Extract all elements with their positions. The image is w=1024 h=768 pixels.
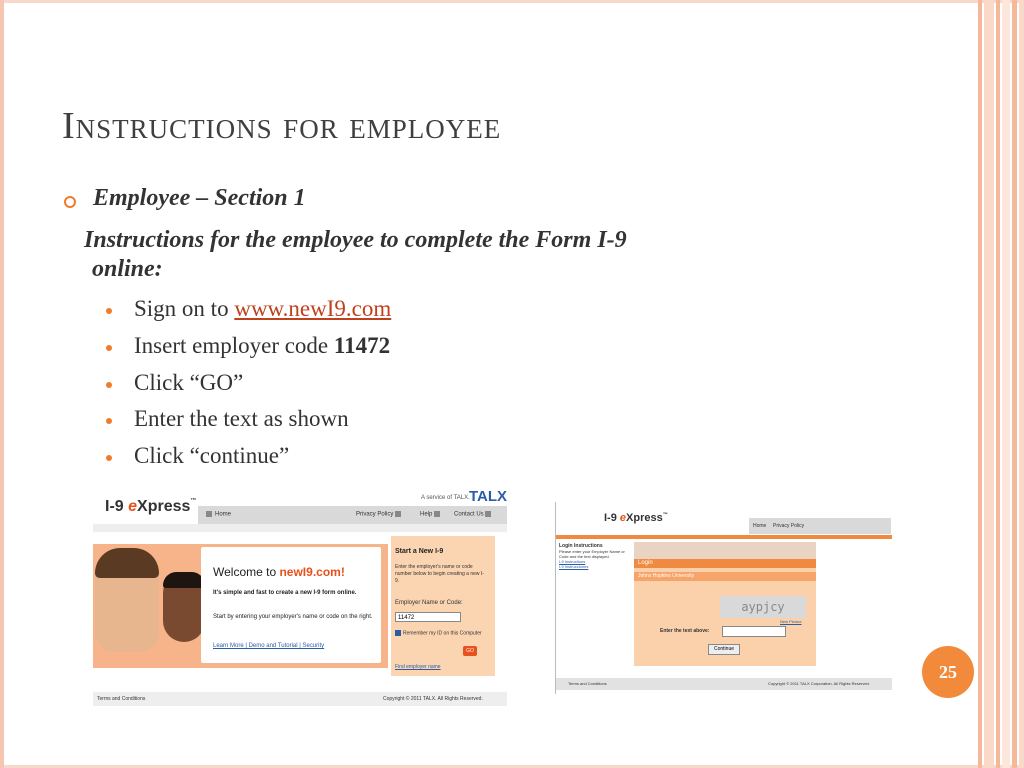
footer xyxy=(93,692,507,706)
intro-line-1: Instructions for the employee to complete the Form I-9 xyxy=(84,227,627,253)
captcha-label: Enter the text above: xyxy=(660,628,710,634)
tagline: It's simple and fast to create a new I-9 form online. xyxy=(213,590,357,596)
section-heading: Employee – Section 1 xyxy=(93,185,306,211)
login-box xyxy=(634,560,816,666)
person-photo xyxy=(163,572,205,642)
step-text: Click “GO” xyxy=(134,370,244,395)
panel-title: Start a New I-9 xyxy=(395,548,444,555)
captcha-input[interactable] xyxy=(722,626,786,637)
bullet-icon xyxy=(106,382,112,388)
bullet-icon xyxy=(106,418,112,424)
intro-text xyxy=(84,226,814,284)
nav-divider xyxy=(93,524,507,532)
step-text: Insert employer code xyxy=(134,333,334,358)
i9-express-logo: I-9 eXpress™ xyxy=(604,512,668,524)
panel-desc: Enter the employer's name or code number below to begin creating a new I-9. xyxy=(395,564,484,584)
field-label: Employer Name or Code: xyxy=(395,600,463,606)
service-text: A service of TALX. xyxy=(421,495,470,501)
terms-link[interactable]: Terms and Conditions xyxy=(568,681,607,686)
employer-code-input[interactable]: 11472 xyxy=(395,612,461,622)
decorative-stripes xyxy=(978,0,1024,768)
nav-privacy[interactable]: Privacy Policy xyxy=(773,523,805,529)
step-text: Click “continue” xyxy=(134,443,290,468)
welcome-panel xyxy=(201,547,381,663)
top-nav xyxy=(198,506,507,524)
nav-home[interactable]: Home xyxy=(206,511,231,518)
start-new-i9-panel xyxy=(391,536,495,676)
info-links[interactable]: Learn More | Demo and Tutorial | Security xyxy=(213,643,325,649)
login-header: Login xyxy=(634,559,816,568)
nav-help[interactable]: Help xyxy=(420,511,443,518)
login-screenshot xyxy=(555,502,892,694)
bullet-icon xyxy=(106,455,112,461)
frame-left xyxy=(0,0,4,768)
welcome-heading: Welcome to newI9.com! xyxy=(213,565,345,579)
intro-line-2: online: xyxy=(92,256,163,282)
go-button[interactable]: GO xyxy=(463,646,477,656)
continue-button[interactable]: Continue xyxy=(708,644,740,655)
footer xyxy=(556,678,892,690)
employer-name: Johns Hopkins University xyxy=(634,572,816,581)
page-number: 25 xyxy=(922,646,974,698)
login-instructions: Login Instructions Please enter your Employer Name or Code and the text displayed. I-9 Instructions I-9 Instrucciones xyxy=(559,544,629,569)
frame-top xyxy=(0,0,1024,3)
bullet-icon xyxy=(106,345,112,351)
site-link[interactable]: www.newI9.com xyxy=(234,296,392,321)
step-text: Sign on to xyxy=(134,296,235,321)
orange-bar xyxy=(556,535,892,539)
welcome-banner xyxy=(93,544,388,668)
remember-checkbox[interactable]: Remember my ID on this Computer xyxy=(395,630,482,636)
instructions-link[interactable]: I-9 Instructions xyxy=(559,559,586,564)
employer-code: 11472 xyxy=(333,333,391,358)
newi9-homepage-screenshot xyxy=(93,486,507,708)
find-employer-link[interactable]: Find employer name xyxy=(395,664,441,670)
bullet-icon xyxy=(106,308,112,314)
nav-privacy[interactable]: Privacy Policy xyxy=(356,511,404,518)
terms-link[interactable]: Terms and Conditions xyxy=(97,696,146,702)
i9-express-logo: I-9 eXpress™ xyxy=(105,498,197,515)
step-text: Enter the text as shown xyxy=(134,406,349,431)
new-picture-link[interactable]: New Picture xyxy=(780,619,802,624)
captcha-image: aypjcy xyxy=(720,596,806,618)
copyright: Copyright © 2011 TALX. All Rights Reserved. xyxy=(383,696,483,702)
person-photo xyxy=(95,548,159,652)
nav-contact[interactable]: Contact Us xyxy=(454,511,494,518)
bullet-ring-icon xyxy=(64,196,76,208)
instrucciones-link[interactable]: I-9 Instrucciones xyxy=(559,564,589,569)
talx-logo: TALX xyxy=(469,488,507,505)
top-nav xyxy=(749,518,891,534)
nav-home[interactable]: Home xyxy=(753,523,767,529)
copyright: Copyright © 2011 TALX Corporation. All Rights Reserved. xyxy=(768,681,870,686)
slide-title: Instructions for employee xyxy=(62,105,502,147)
start-text: Start by entering your employer's name or code on the right. xyxy=(213,614,373,620)
